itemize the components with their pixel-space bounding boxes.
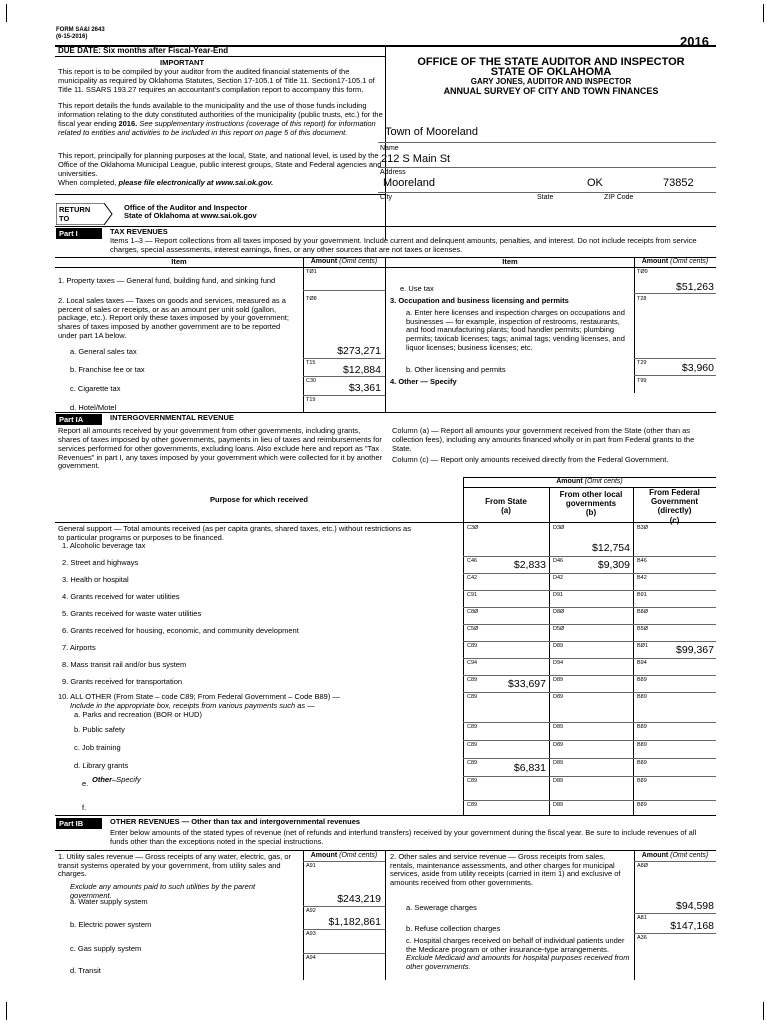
- row-line: [634, 913, 716, 914]
- general-sales-tax-label: a. General sales tax: [70, 347, 137, 356]
- code-federal: B5Ø: [637, 626, 649, 632]
- intro-file: [58, 179, 383, 188]
- row-line: [634, 293, 716, 294]
- zip-field[interactable]: 73852: [663, 177, 694, 189]
- code-t99: T99: [637, 378, 647, 384]
- from-local-header: [549, 490, 633, 518]
- code-t15: T15: [306, 360, 316, 366]
- all-other-sub-label: f.: [82, 803, 87, 812]
- all-other-label: 10. ALL OTHER (From State – code C89; From Federal Government – Code B89) —: [58, 692, 340, 701]
- city-label: City: [380, 194, 393, 201]
- use-tax-label: e. Use tax: [400, 284, 434, 293]
- code-local: D89: [553, 742, 564, 748]
- intergov-row-from-state[interactable]: $33,697: [508, 678, 546, 690]
- code-local: D42: [553, 575, 564, 581]
- amount-word: Amount: [310, 258, 338, 265]
- state-field[interactable]: OK: [587, 177, 603, 189]
- part-i-title: TAX REVENUES: [110, 227, 168, 236]
- all-other-sub-label: e.: [82, 779, 89, 788]
- row-line: [303, 861, 385, 862]
- other-sales-service-label: 2. Other sales and service revenue — Gross receipts from sales, rentals, maintenance assessments, and other charges for municipal services, aside from utility receipts (carried in item 1) and exclusive of amounts received from other governments.: [390, 852, 621, 887]
- divider: [385, 257, 386, 412]
- form-id: FORM SA&I 2643: [56, 27, 105, 33]
- all-other-sub-label: b. Public safety: [74, 725, 125, 734]
- row-line: [463, 692, 716, 693]
- part-ia-amount-header: [463, 478, 716, 486]
- code-a93: A93: [306, 931, 316, 937]
- sewerage-label: a. Sewerage charges: [406, 903, 477, 912]
- row-line: [634, 861, 716, 862]
- refuse-collection-value[interactable]: $147,168: [670, 920, 714, 932]
- part-ib-amount-right: [634, 852, 716, 860]
- crop-mark: [763, 4, 764, 22]
- intergov-row-label: 7. Airports: [62, 643, 96, 652]
- intergov-row-label: 1. Alcoholic beverage tax: [62, 541, 146, 550]
- return-to-office: Office of the Auditor and Inspector: [124, 203, 248, 212]
- code-local: D89: [553, 677, 564, 683]
- zip-label: ZIP Code: [604, 194, 634, 201]
- code-federal: B89: [637, 694, 647, 700]
- other-licensing-value[interactable]: $3,960: [681, 362, 714, 374]
- row-line: [463, 722, 716, 723]
- code-state: C42: [467, 575, 478, 581]
- code-a80: A8Ø: [637, 863, 649, 869]
- amount-word: Amount: [641, 852, 669, 859]
- omit-cents: (Omit cents): [670, 852, 709, 859]
- electric-power-label: b. Electric power system: [70, 920, 152, 929]
- part-i-tag: Part I: [56, 228, 102, 239]
- col-b-letter: (b): [585, 508, 597, 518]
- from-federal-header: [633, 488, 716, 525]
- intro-details: [58, 102, 383, 137]
- code-state: C89: [467, 742, 478, 748]
- code-local: D89: [553, 694, 564, 700]
- omit-cents: (Omit cents): [339, 852, 378, 859]
- code-a92: A92: [306, 908, 316, 914]
- from-local-text: From other local governments: [559, 490, 623, 509]
- use-tax-value[interactable]: $51,263: [676, 281, 714, 293]
- code-federal: B46: [637, 558, 647, 564]
- part-ib-title: OTHER REVENUES — Other than tax and intergovernmental revenues: [110, 817, 361, 826]
- column-c-instructions: Column (c) — Report only amounts received directly from the Federal Government.: [392, 455, 669, 464]
- divider: [55, 56, 385, 57]
- file-text: When completed,: [58, 178, 119, 187]
- other-specify-label: [390, 378, 457, 387]
- code-local: D89: [553, 724, 564, 730]
- due-date: DUE DATE: Six months after Fiscal-Year-End: [58, 46, 229, 55]
- code-state: C89: [467, 694, 478, 700]
- hospital-charges-exclude: Exclude Medicaid and amounts for hospital purposes received from other governments.: [406, 953, 630, 971]
- office-state: STATE OF OKLAHOMA: [490, 66, 612, 78]
- hospital-charges-text: c. Hospital charges received on behalf of individual patients under the Medicare program or other insurance-type arrangements.: [406, 936, 625, 954]
- row-line: [463, 740, 716, 741]
- code-state: C8Ø: [467, 609, 479, 615]
- code-local: D91: [553, 592, 564, 598]
- code-state: C3Ø: [467, 525, 479, 531]
- intergov-row-from-local[interactable]: $12,754: [592, 542, 630, 554]
- amount-word: Amount: [556, 478, 583, 485]
- local-sales-taxes-label: 2. Local sales taxes — Taxes on goods and services, measured as a percent of sales or receipts, or as an amount per unit sold (gallon, package, etc.). Report only these taxes imposed by your government; shares of taxes imposed by another government are to be reported under part 1A below.: [58, 296, 289, 340]
- from-federal-text: From Federal Government (directly): [649, 488, 700, 516]
- name-label: Name: [380, 145, 399, 152]
- state-label: State: [537, 194, 554, 201]
- cigarette-tax-value[interactable]: $3,361: [348, 382, 381, 394]
- code-local: D8Ø: [553, 609, 565, 615]
- code-state: C89: [467, 677, 478, 683]
- code-federal: B94: [637, 660, 647, 666]
- row-line: [303, 290, 385, 291]
- column-a-instructions: Column (a) — Report all amounts your government received from the State (other than as collection fees), including any amounts financed wholly or in part from Federal grants to the State.: [392, 426, 695, 453]
- city-field[interactable]: Mooreland: [383, 177, 435, 189]
- part-ia-title: INTERGOVERNMENTAL REVENUE: [110, 413, 234, 422]
- code-local: D5Ø: [553, 626, 565, 632]
- code-a94: A94: [306, 955, 316, 961]
- code-local: D89: [553, 778, 564, 784]
- row-line: [303, 395, 385, 396]
- row-line: [634, 358, 716, 359]
- field-line: [378, 167, 716, 168]
- code-t19: T19: [306, 397, 316, 403]
- water-supply-value[interactable]: $243,219: [337, 893, 381, 905]
- amount-word: Amount: [310, 852, 338, 859]
- franchise-fee-label: b. Franchise fee or tax: [70, 365, 145, 374]
- all-other-sub-label: a. Parks and recreation (BOR or HUD): [74, 710, 202, 719]
- intro-supplementary: See supplementary instructions (coverage of this report) for information related to entities and activities to be included in this report on page 5 of this document.: [58, 118, 376, 137]
- code-state: C5Ø: [467, 626, 479, 632]
- row-line: [463, 776, 716, 777]
- row-line: [463, 658, 716, 659]
- code-state: C46: [467, 558, 478, 564]
- sewerage-value[interactable]: $94,598: [676, 900, 714, 912]
- purpose-header: Purpose for which received: [210, 495, 308, 504]
- general-support-label: General support — Total amounts received (as per capita grants, shared taxes, etc.) without restrictions as to particular programs or purposes to be financed.: [58, 524, 411, 542]
- part-ib-amount-left: [303, 852, 385, 860]
- row-line: [634, 375, 716, 376]
- divider: [55, 815, 716, 816]
- code-state: C89: [467, 802, 478, 808]
- crop-mark: [6, 1002, 7, 1020]
- code-t28: T28: [637, 296, 647, 302]
- utility-sales-exclude: Exclude any amounts paid to such utilities by the parent government.: [70, 882, 256, 900]
- intergov-row-label: 3. Health or hospital: [62, 575, 129, 584]
- intergov-row-from-federal[interactable]: $99,367: [676, 644, 714, 656]
- code-federal: B89: [637, 742, 647, 748]
- row-line: [463, 556, 716, 557]
- form-year: 2016: [680, 34, 709, 49]
- code-state: C89: [467, 643, 478, 649]
- intergov-row-from-local[interactable]: $9,309: [597, 559, 630, 571]
- code-local: D94: [553, 660, 564, 666]
- part-ib-instructions: Enter below amounts of the stated types of revenue (net of refunds and interfund transfers) received by your government during the fiscal year. Be sure to include revenues of all funds other than the exceptions noted in the special instructions.: [110, 828, 697, 846]
- transit-label: d. Transit: [70, 966, 101, 975]
- intergov-row-label: 2. Street and highways: [62, 558, 139, 567]
- row-line: [303, 906, 385, 907]
- utility-sales-label: 1. Utility sales revenue — Gross receipts of any water, electric, gas, or transit systems operated by your government, from utility sales and charges.: [58, 852, 292, 879]
- hospital-charges-label: [406, 937, 632, 972]
- code-federal: B89: [637, 802, 647, 808]
- code-federal: B89: [637, 677, 647, 683]
- all-other-sub-from-state[interactable]: $6,831: [513, 762, 546, 774]
- gas-supply-label: c. Gas supply system: [70, 944, 142, 953]
- intergov-row-from-state[interactable]: $2,833: [513, 559, 546, 571]
- row-line: [463, 758, 716, 759]
- col-c-letter: (c): [669, 515, 680, 525]
- water-supply-label: a. Water supply system: [70, 897, 148, 906]
- code-local: D89: [553, 802, 564, 808]
- property-taxes-label: 1. Property taxes — General fund, building fund, and sinking fund: [58, 276, 276, 285]
- row-line: [463, 675, 716, 676]
- all-other-sub-label: d. Library grants: [74, 761, 129, 770]
- intergov-row-label: 8. Mass transit rail and/or bus system: [62, 660, 187, 669]
- address-label: Address: [380, 169, 406, 176]
- office-title: OFFICE OF THE STATE AUDITOR AND INSPECTOR: [417, 56, 685, 68]
- row-line: [303, 358, 385, 359]
- form-date: (6-15-2016): [56, 34, 88, 40]
- code-t08: TØ8: [306, 296, 317, 302]
- franchise-fee-value[interactable]: $12,884: [343, 364, 381, 376]
- divider: [55, 522, 716, 523]
- code-federal: B42: [637, 575, 647, 581]
- code-state: C91: [467, 592, 478, 598]
- important-heading: IMPORTANT: [160, 58, 205, 67]
- row-line: [463, 800, 716, 801]
- row-line: [303, 376, 385, 377]
- refuse-collection-label: b. Refuse collection charges: [406, 924, 501, 933]
- row-line: [463, 641, 716, 642]
- row-line: [463, 573, 716, 574]
- item-header-left: Item: [171, 257, 187, 266]
- divider: [55, 194, 385, 195]
- file-link[interactable]: please file electronically at www.sai.ok.gov.: [118, 178, 274, 187]
- code-state: C94: [467, 660, 478, 666]
- row-line: [303, 953, 385, 954]
- part-i-instructions: Items 1–3 — Report collections from all taxes imposed by your government. Include current and delinquent amounts, penalties, and interest. Do not include receipts from service charges, special assessments, interest earnings, fines, or any other sources that are not taxes or licenses.: [110, 236, 697, 254]
- cigarette-tax-label: c. Cigarette tax: [70, 384, 121, 393]
- code-local: D3Ø: [553, 525, 565, 531]
- code-federal: B89: [637, 778, 647, 784]
- code-federal: B89: [637, 724, 647, 730]
- code-a36: A36: [637, 935, 647, 941]
- code-state: C89: [467, 724, 478, 730]
- other-specify-text: 4. Other — Specify: [390, 377, 457, 386]
- other-licensing-label: b. Other licensing and permits: [406, 365, 506, 374]
- survey-title: ANNUAL SURVEY OF CITY AND TOWN FINANCES: [443, 86, 659, 96]
- part-ia-tag: Part IA: [56, 414, 102, 425]
- amount-header-left: [303, 258, 385, 266]
- intro-planning: This report, principally for planning purposes at the local, State, and national level, is used by the Office of the Oklahoma Municipal League, public interest groups, State and Federal agencies and universities.: [58, 151, 382, 178]
- licenses-inspection-label: a. Enter here licenses and inspection charges on occupations and businesses — for example, inspection of restrooms, restaurants, and food manufacturing plants; food handler permits; plumbing permits; taxicab licenses; tags; animal tags; vending licenses, and liquor licenses; business licenses; etc.: [406, 308, 625, 352]
- code-t09: TØ9: [637, 269, 648, 275]
- code-a81: A81: [637, 915, 647, 921]
- code-local: D89: [553, 760, 564, 766]
- code-federal: B8Ø: [637, 609, 649, 615]
- row-line: [634, 933, 716, 934]
- code-federal: B91: [637, 592, 647, 598]
- code-federal: BØ1: [637, 643, 649, 649]
- code-federal: B89: [637, 760, 647, 766]
- amount-header-right: [634, 258, 716, 266]
- all-other-sub-label: c. Job training: [74, 743, 121, 752]
- from-state-header: [463, 497, 549, 515]
- other-word: Other: [92, 775, 113, 784]
- code-a91: A91: [306, 863, 316, 869]
- omit-cents: (Omit cents): [339, 258, 378, 265]
- intergov-row-label: 4. Grants received for water utilities: [62, 592, 180, 601]
- intergov-row-label: 6. Grants received for housing, economic, and community development: [62, 626, 299, 635]
- row-line: [463, 624, 716, 625]
- item-header-right: Item: [502, 257, 518, 266]
- code-t01: TØ1: [306, 269, 317, 275]
- specify-word: –Specify: [112, 775, 141, 784]
- code-local: D46: [553, 558, 564, 564]
- row-line: [463, 607, 716, 608]
- name-field[interactable]: Town of Mooreland: [385, 126, 478, 138]
- intro-compiled: This report is to be compiled by your auditor from the audited financial statements of the municipality as required by Oklahoma Statutes, Section 17-105.1 of Title 11. Section17-105.1 of Title 11. SSARS 193.27 requires an accountant's compilation report to accompany this form.: [58, 67, 375, 94]
- divider: [303, 850, 304, 980]
- intergov-row-label: 9. Grants received for transportation: [62, 677, 183, 686]
- intergov-row-label: 5. Grants received for waste water utilities: [62, 609, 202, 618]
- code-t29: T29: [637, 360, 647, 366]
- code-state: C89: [467, 778, 478, 784]
- electric-power-value[interactable]: $1,182,861: [328, 916, 381, 928]
- general-sales-tax-value[interactable]: $273,271: [337, 345, 381, 357]
- fiscal-year: 2016.: [118, 118, 138, 128]
- crop-mark: [6, 4, 7, 22]
- divider: [549, 487, 550, 815]
- intro-details-text: This report details the funds available to the municipality and the use of those funds including information relating to the duty constituted authorities of the municipality (public trusts, etc.) for the fiscal year ending: [58, 101, 383, 128]
- code-c30: C30: [306, 378, 317, 384]
- occupation-licensing-label: 3. Occupation and business licensing and permits: [390, 296, 569, 305]
- address-field[interactable]: 212 S Main St: [381, 153, 451, 165]
- omit-cents: (Omit cents): [584, 478, 623, 485]
- hotel-motel-label: d. Hotel/Motel: [70, 403, 117, 412]
- code-state: C89: [467, 760, 478, 766]
- part-ia-left-instructions: Report all amounts received by your government from other governments, including grants, shares of taxes imposed by other governments, payments in lieu of taxes and reimbursements for services performed for other governments, excluding loans. Also exclude here and report as "Tax Revenues" in part I, any taxes imposed by your government which were collected for it by another government.: [58, 426, 383, 471]
- divider: [385, 850, 386, 980]
- auditor-name: GARY JONES, AUDITOR AND INSPECTOR: [470, 77, 632, 86]
- field-line: [378, 142, 716, 143]
- field-line: [378, 192, 716, 193]
- from-state-text: From State: [485, 497, 527, 506]
- code-local: D89: [553, 643, 564, 649]
- col-a-letter: (a): [501, 506, 511, 516]
- code-federal: B3Ø: [637, 525, 649, 531]
- all-other-sublabel: Include in the appropriate box, receipts from various payments such as —: [70, 701, 315, 710]
- part-ib-tag: Part IB: [56, 818, 102, 829]
- row-line: [303, 929, 385, 930]
- other-specify-ia: [92, 776, 141, 785]
- row-line: [463, 590, 716, 591]
- return-to-site: State of Oklahoma at www.sai.ok.gov: [124, 211, 257, 220]
- divider: [634, 850, 635, 980]
- return-to-label: RETURN TO: [59, 205, 91, 223]
- omit-cents: (Omit cents): [670, 258, 709, 265]
- crop-mark: [763, 1002, 764, 1020]
- amount-word: Amount: [641, 258, 669, 265]
